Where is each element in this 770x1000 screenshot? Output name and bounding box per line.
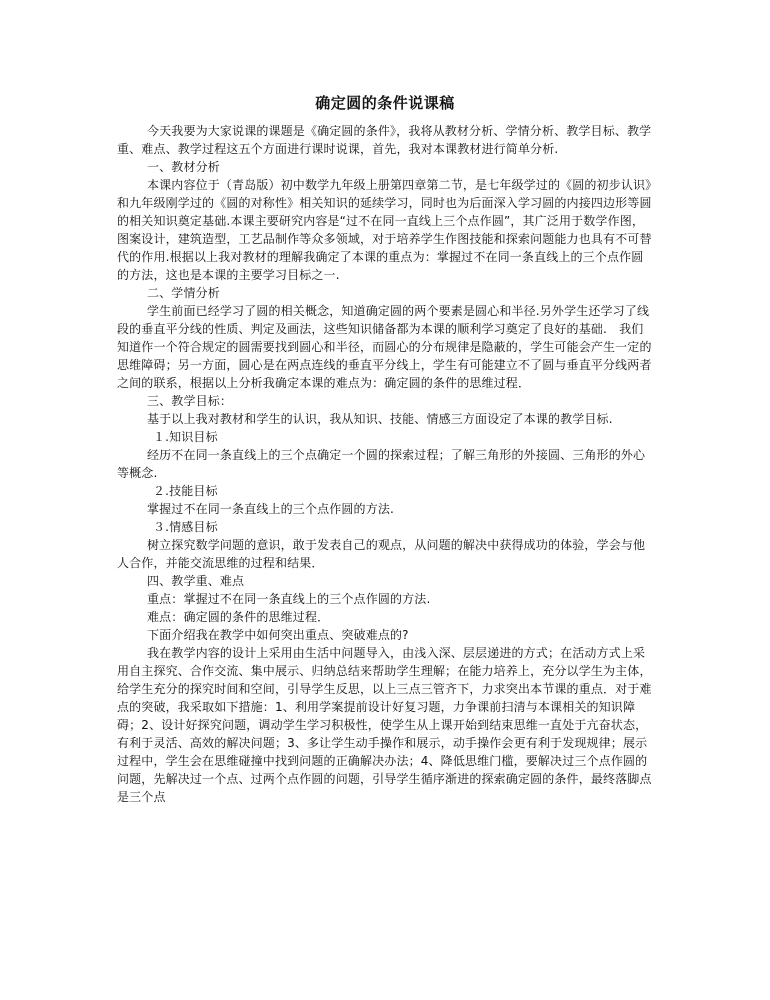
document-body (117, 122, 654, 806)
material-paragraph: 本课内容位于（青岛版）初中数学九年级上册第四章第二节，是七年级学过的《圆的初步认识》和九年级刚学过的《圆的对称性》相关知识的延续学习，同时也为后面深入学习圆的内接四边形等圆的相关知识奠定基础.本课主要研究内容是“过不在同一直线上三个点作圆”，其广泛用于数学作图，图案设计，建筑造型，工艺品制作等众多领域，对于培养学生作图技能和探索问题能力也具有不可替代的作用.根据以上我对教材的理解我确定了本课的重点为：掌握过不在同一条直线上的三个点作圆的方法，这也是本课的主要学习目标之一. (117, 178, 652, 282)
goal-skill-text: 掌握过不在同一条直线上的三个点作圆的方法. (147, 502, 394, 516)
difficult-point: 难点：确定圆的条件的思维过程． (147, 610, 330, 624)
method-intro: 下面介绍我在教学中如何突出重点、突破难点的? (147, 628, 409, 642)
section-heading-goals: 三、教学目标： (147, 394, 233, 408)
goal-skill-title: ２.技能目标 (153, 484, 218, 498)
goal-emotion-title: ３.情感目标 (153, 520, 218, 534)
document-title: 确定圆的条件说课稿 (315, 94, 455, 112)
section-heading-students: 二、学情分析 (147, 286, 220, 300)
intro-paragraph: 今天我要为大家说课的课题是《确定圆的条件》，我将从教材分析、学情分析、教学目标、教学重、难点、教学过程这五个方面进行课时说课，首先，我对本课教材进行简单分析. (117, 124, 652, 156)
method-paragraph: 我在教学内容的设计上采用由生活中问题导入，由浅入深、层层递进的方式；在活动方式上采用自主探究、合作交流、集中展示、归纳总结来帮助学生理解；在能力培养上，充分以学生为主体，给学生充分的探究时间和空间，引导学生反思，以上三点三管齐下，力求突出本节课的重点．对于难点的突破，我采取如下措施：1、利用学案提前设计好复习题，力争课前扫清与本课相关的知识障碍；2、设计好探究问题，调动学生学习积极性，使学生从上课开始到结束思维一直处于亢奋状态，有利于灵活、高效的解决问题；3、多让学生动手操作和展示，动手操作会更有利于发现规律；展示过程中，学生会在思维碰撞中找到问题的正确解决办法；4、降低思维门槛，要解决过三个点作圆的问题，先解决过一个点、过两个点作圆的问题，引导学生循序渐进的探索确定圆的条件，最终落脚点是三个点 (117, 646, 652, 804)
goal-knowledge-title: １.知识目标 (153, 430, 218, 444)
section-heading-keypoints: 四、教学重、难点 (147, 574, 245, 588)
goal-emotion-text: 树立探究数学问题的意识，敢于发表自己的观点，从问题的解决中获得成功的体验，学会与他人合作，并能交流思维的过程和结果． (117, 538, 646, 570)
key-point: 重点：掌握过不在同一条直线上的三个点作圆的方法. (147, 592, 431, 606)
section-heading-material: 一、教材分析 (147, 160, 220, 174)
goals-paragraph: 基于以上我对教材和学生的认识，我从知识、技能、情感三方面设定了本课的教学目标. (147, 412, 613, 426)
students-paragraph: 学生前面已经学习了圆的相关概念，知道确定圆的两个要素是圆心和半径.另外学生还学习了线段的垂直平分线的性质、判定及画法，这些知识储备都为本课的顺利学习奠定了良好的基础. 我们知道作一个符合规定的圆需要找到圆心和半径，而圆心的分布规律是隐蔽的，学生可能会产生一定的思维障碍；另一方面，圆心是在两点连线的垂直平分线上，学生有可能建立不了圆与垂直平分线两者之间的联系，根据以上分析我确定本课的难点为：确定圆的条件的思维过程． (117, 304, 652, 390)
goal-knowledge-text: 经历不在同一条直线上的三个点确定一个圆的探索过程；了解三角形的外接圆、三角形的外心等概念. (117, 448, 646, 480)
